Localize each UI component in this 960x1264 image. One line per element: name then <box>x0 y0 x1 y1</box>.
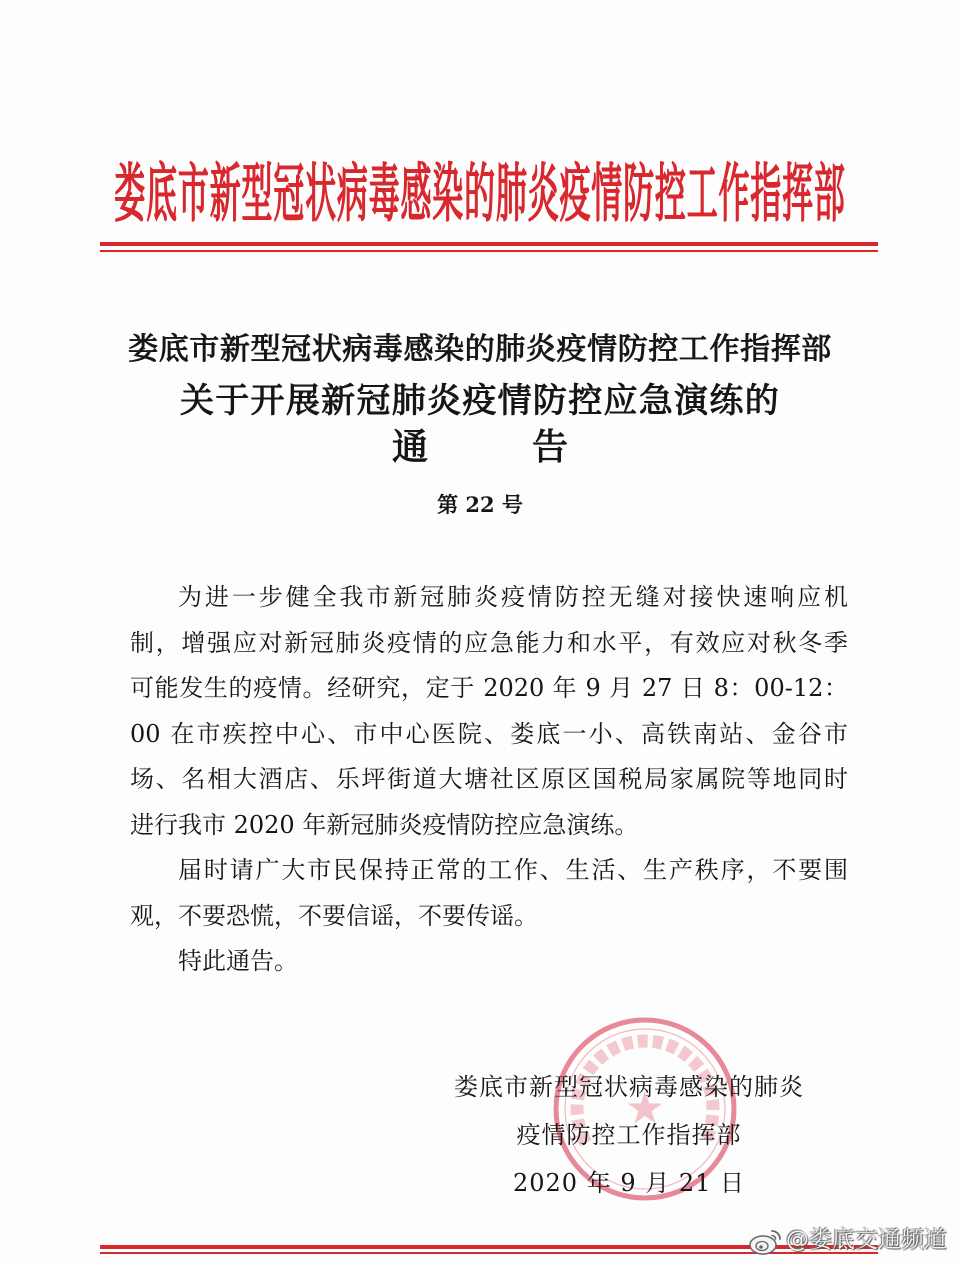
body-line: 00 在市疾控中心、市中心医院、娄底一小、高铁南站、金谷市 <box>130 719 848 748</box>
body-line: 可能发生的疫情。经研究，定于 2020 年 9 月 27 日 8：00-12： <box>130 674 848 702</box>
body-line: 制，增强应对新冠肺炎疫情的应急能力和水平，有效应对秋冬季 <box>130 628 848 657</box>
letterhead-title: 娄底市新型冠状病毒感染的肺炎疫情防控工作指挥部 <box>114 158 846 232</box>
body-line: 特此通告。 <box>178 947 298 975</box>
notice-body <box>130 575 848 985</box>
body-line: 场、名相大酒店、乐坪街道大塘社区原区国税局家属院等地同时 <box>130 765 848 793</box>
signature-org-line-2: 疫情防控工作指挥部 <box>516 1121 742 1149</box>
signature-org-line-1: 娄底市新型冠状病毒感染的肺炎 <box>454 1073 804 1101</box>
watermark-text: @娄底交通频道 <box>786 1227 947 1253</box>
signature-block <box>429 1063 829 1207</box>
signature-date: 2020 年 9 月 21 日 <box>512 1169 746 1197</box>
body-paragraph-1 <box>130 575 848 848</box>
body-line: 届时请广大市民保持正常的工作、生活、生产秩序，不要围 <box>178 856 848 884</box>
letterhead-rule-thin <box>100 250 878 252</box>
notice-number: 第 22 号 <box>437 492 523 517</box>
notice-title-line-1: 娄底市新型冠状病毒感染的肺炎疫情防控工作指挥部 <box>128 332 832 367</box>
body-line: 观，不要恐慌，不要信谣，不要传谣。 <box>130 901 538 930</box>
letterhead-rule-thick <box>100 242 878 246</box>
notice-title-line-2: 关于开展新冠肺炎疫情防控应急演练的 <box>179 381 781 421</box>
body-paragraph-2 <box>130 848 848 939</box>
weibo-logo-icon <box>748 1226 784 1256</box>
body-line: 进行我市 2020 年新冠肺炎疫情防控应急演练。 <box>130 810 639 839</box>
notice-type: 通告 <box>391 426 672 468</box>
body-paragraph-3 <box>130 939 848 985</box>
body-line: 为进一步健全我市新冠肺炎疫情防控无缝对接快速响应机 <box>178 583 848 611</box>
